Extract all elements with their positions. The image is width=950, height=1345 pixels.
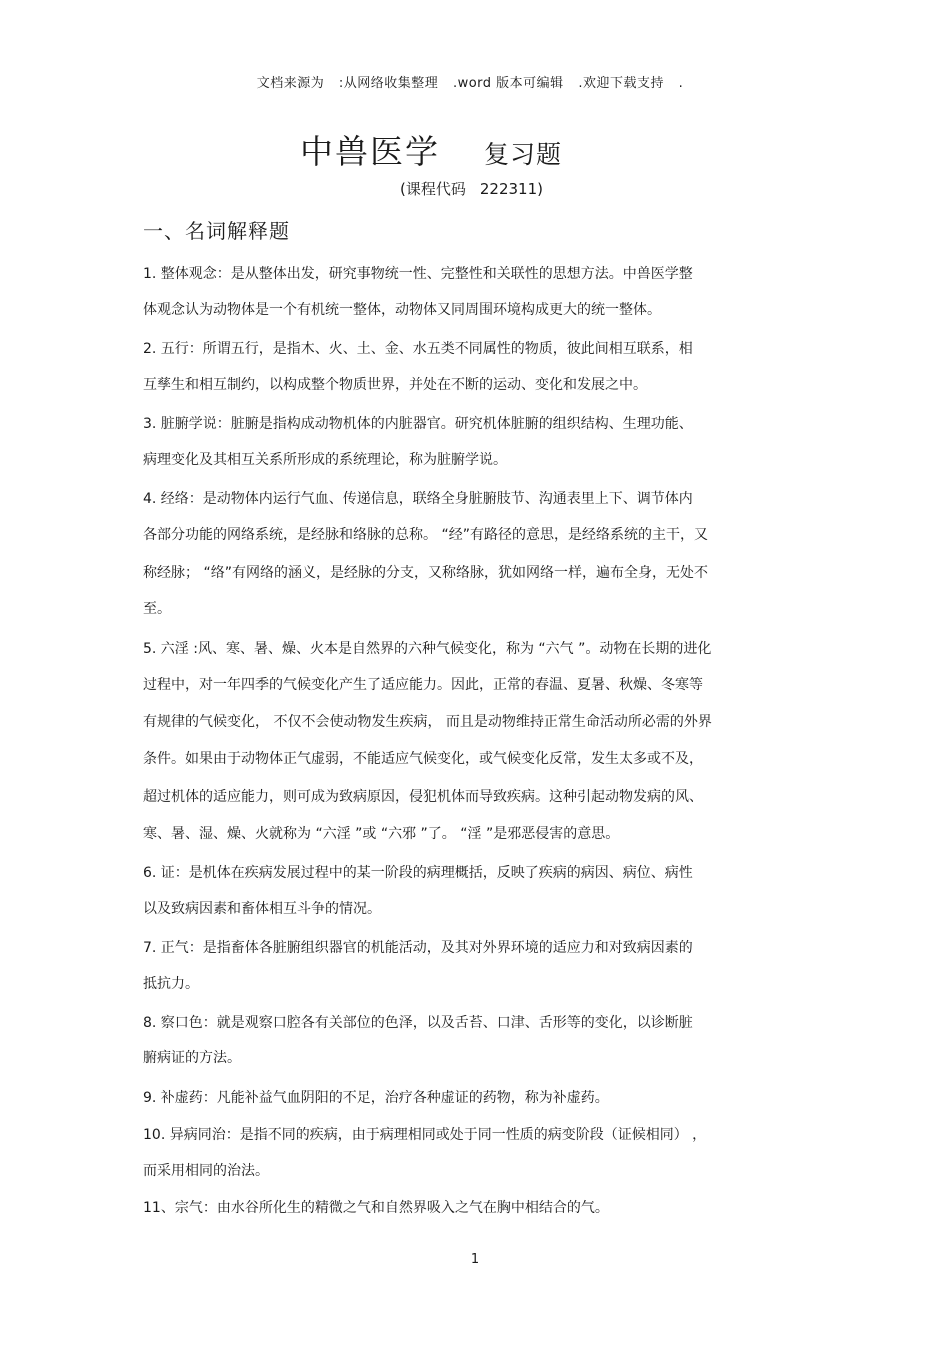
text-line: 2. 五行：所谓五行，是指木、火、土、金、水五类不同属性的物质，彼此间相互联系，相 [143,341,693,357]
source-note-part: .欢迎下载支持 [578,76,664,91]
text-line: 1. 整体观念：是从整体出发，研究事物统一性、完整性和关联性的思想方法。中兽医学整 [143,266,693,282]
text-line: 有规律的气候变化， 不仅不会使动物发生疾病， 而且是动物维持正常生命活动所必需的外界 [143,714,712,730]
text-line: 腑病证的方法。 [143,1050,241,1066]
source-note-part: 文档来源为 [256,76,325,91]
course-code [400,178,543,199]
title-sub: 复习题 [484,140,563,169]
source-note-part: :从网络收集整理 [338,76,439,91]
text-line: 6. 证：是机体在疾病发展过程中的某一阶段的病理概括，反映了疾病的病因、病位、病性 [143,865,693,881]
text-line: 9. 补虚药：凡能补益气血阴阳的不足，治疗各种虚证的药物，称为补虚药。 [143,1090,609,1106]
text-line: 过程中，对一年四季的气候变化产生了适应能力。因此，正常的春温、夏暑、秋燥、冬寒等 [143,677,703,693]
text-line: 各部分功能的网络系统，是经脉和络脉的总称。 “经”有路径的意思，是经络系统的主干，又 [143,527,708,543]
text-line: 称经脉； “络”有网络的涵义，是经脉的分支，又称络脉，犹如网络一样，遍布全身，无处不 [143,565,708,581]
course-code-number: 222311) [479,180,543,198]
title-main: 中兽医学 [300,132,440,171]
text-line: 4. 经络：是动物体内运行气血、传递信息，联络全身脏腑肢节、沟通表里上下、调节体内 [143,491,693,507]
text-line: 而采用相同的治法。 [143,1163,269,1179]
text-line: 11、宗气：由水谷所化生的精微之气和自然界吸入之气在胸中相结合的气。 [143,1200,609,1216]
text-line: 5. 六淫 :风、寒、暑、燥、火本是自然界的六种气候变化，称为 “六气 ”。动物在长期的进化 [143,641,712,657]
text-line: 以及致病因素和畜体相互斗争的情况。 [143,901,381,917]
source-note-part: .word 版本可编辑 [452,76,564,91]
source-note-part: . [678,76,684,91]
text-line: 病理变化及其相互关系所形成的系统理论，称为脏腑学说。 [143,452,507,468]
text-line: 互孳生和相互制约，以构成整个物质世界，并处在不断的运动、变化和发展之中。 [143,377,647,393]
text-line: 寒、暑、湿、燥、火就称为 “六淫 ”或 “六邪 ”了。 “淫 ”是邪恶侵害的意思。 [143,826,620,842]
section-heading: 一、名词解释题 [143,219,290,243]
text-line: 7. 正气：是指畜体各脏腑组织器官的机能活动，及其对外界环境的适应力和对致病因素的 [143,940,693,956]
text-line: 条件。如果由于动物体正气虚弱，不能适应气候变化，或气候变化反常，发生太多或不及， [143,751,703,767]
text-line: 抵抗力。 [143,976,199,992]
text-line: 体观念认为动物体是一个有机统一整体，动物体又同周围环境构成更大的统一整体。 [143,302,661,318]
text-line: 8. 察口色：就是观察口腔各有关部位的色泽，以及舌苔、口津、舌形等的变化，以诊断脏 [143,1015,693,1031]
text-line: 3. 脏腑学说：脏腑是指构成动物机体的内脏器官。研究机体脏腑的组织结构、生理功能、 [143,416,693,432]
source-note [0,72,950,91]
text-line: 10. 异病同治：是指不同的疾病，由于病理相同或处于同一性质的病变阶段（证候相同） ， [143,1127,707,1143]
course-code-label: (课程代码 [400,180,466,198]
page-number: 1 [470,1252,480,1267]
text-line: 至。 [143,601,171,617]
text-line: 超过机体的适应能力，则可成为致病原因，侵犯机体而导致疾病。这种引起动物发病的风、 [143,789,703,805]
document-title [300,126,562,173]
